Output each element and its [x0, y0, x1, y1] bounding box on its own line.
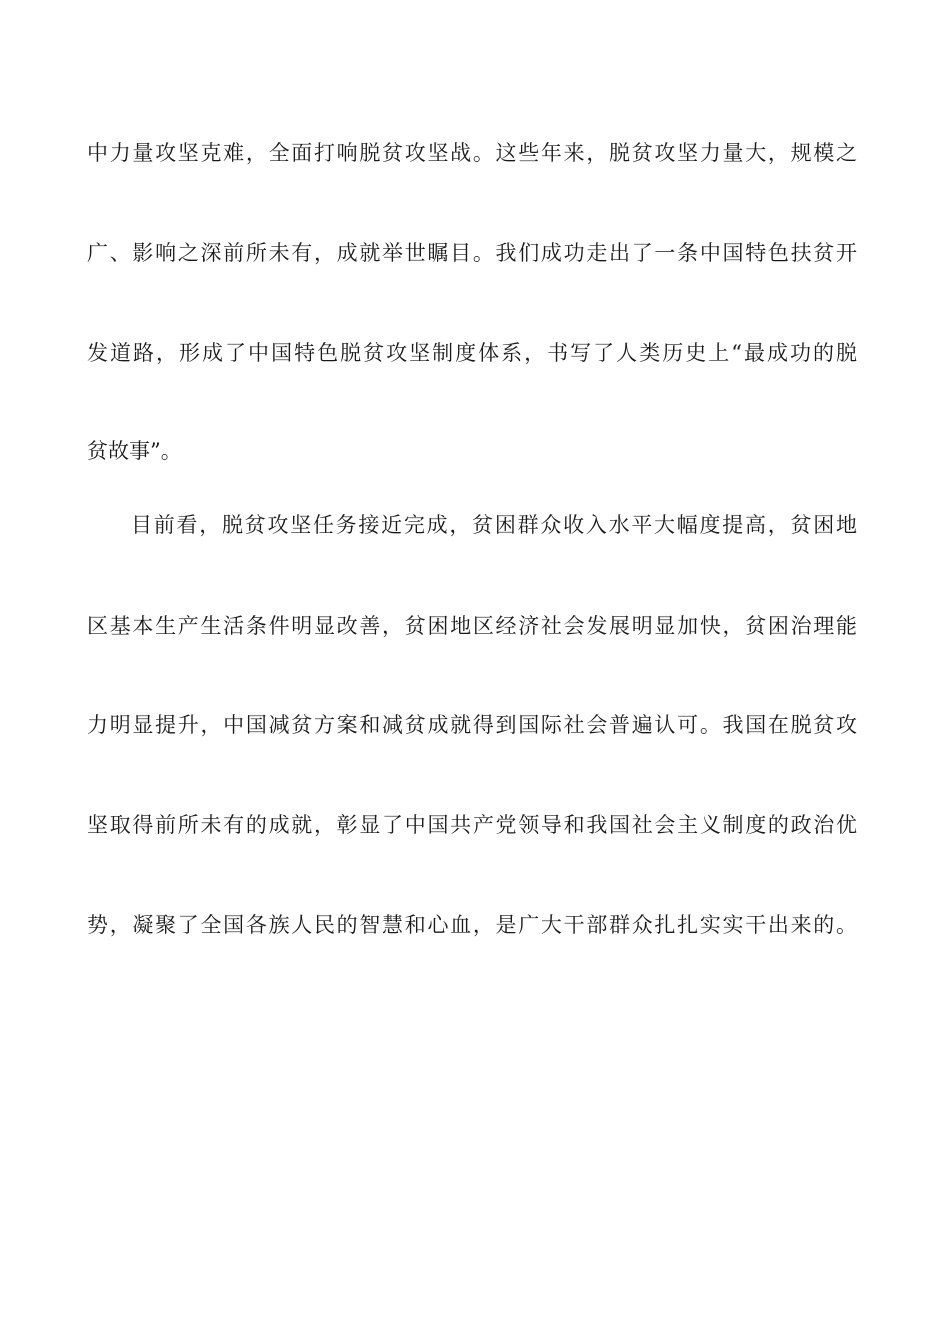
text-line: 贫故事”。: [87, 439, 182, 463]
text-line: 发道路，形成了中国特色脱贫攻坚制度体系，书写了人类历史上“最成功的脱: [87, 341, 857, 365]
text-line: 目前看，脱贫攻坚任务接近完成，贫困群众收入水平大幅度提高，贫困地: [131, 513, 857, 537]
text-line: 区基本生产生活条件明显改善，贫困地区经济社会发展明显加快，贫困治理能: [87, 614, 857, 638]
text-line: 势，凝聚了全国各族人民的智慧和心血，是广大干部群众扎扎实实干出来的。: [87, 913, 857, 937]
text-line: 力明显提升，中国减贫方案和减贫成就得到国际社会普遍认可。我国在脱贫攻: [87, 713, 857, 737]
text-line: 中力量攻坚克难，全面打响脱贫攻坚战。这些年来，脱贫攻坚力量大，规模之: [87, 141, 857, 165]
text-line: 坚取得前所未有的成就，彰显了中国共产党领导和我国社会主义制度的政治优: [87, 813, 857, 837]
text-line: 广、影响之深前所未有，成就举世瞩目。我们成功走出了一条中国特色扶贫开: [87, 241, 857, 265]
